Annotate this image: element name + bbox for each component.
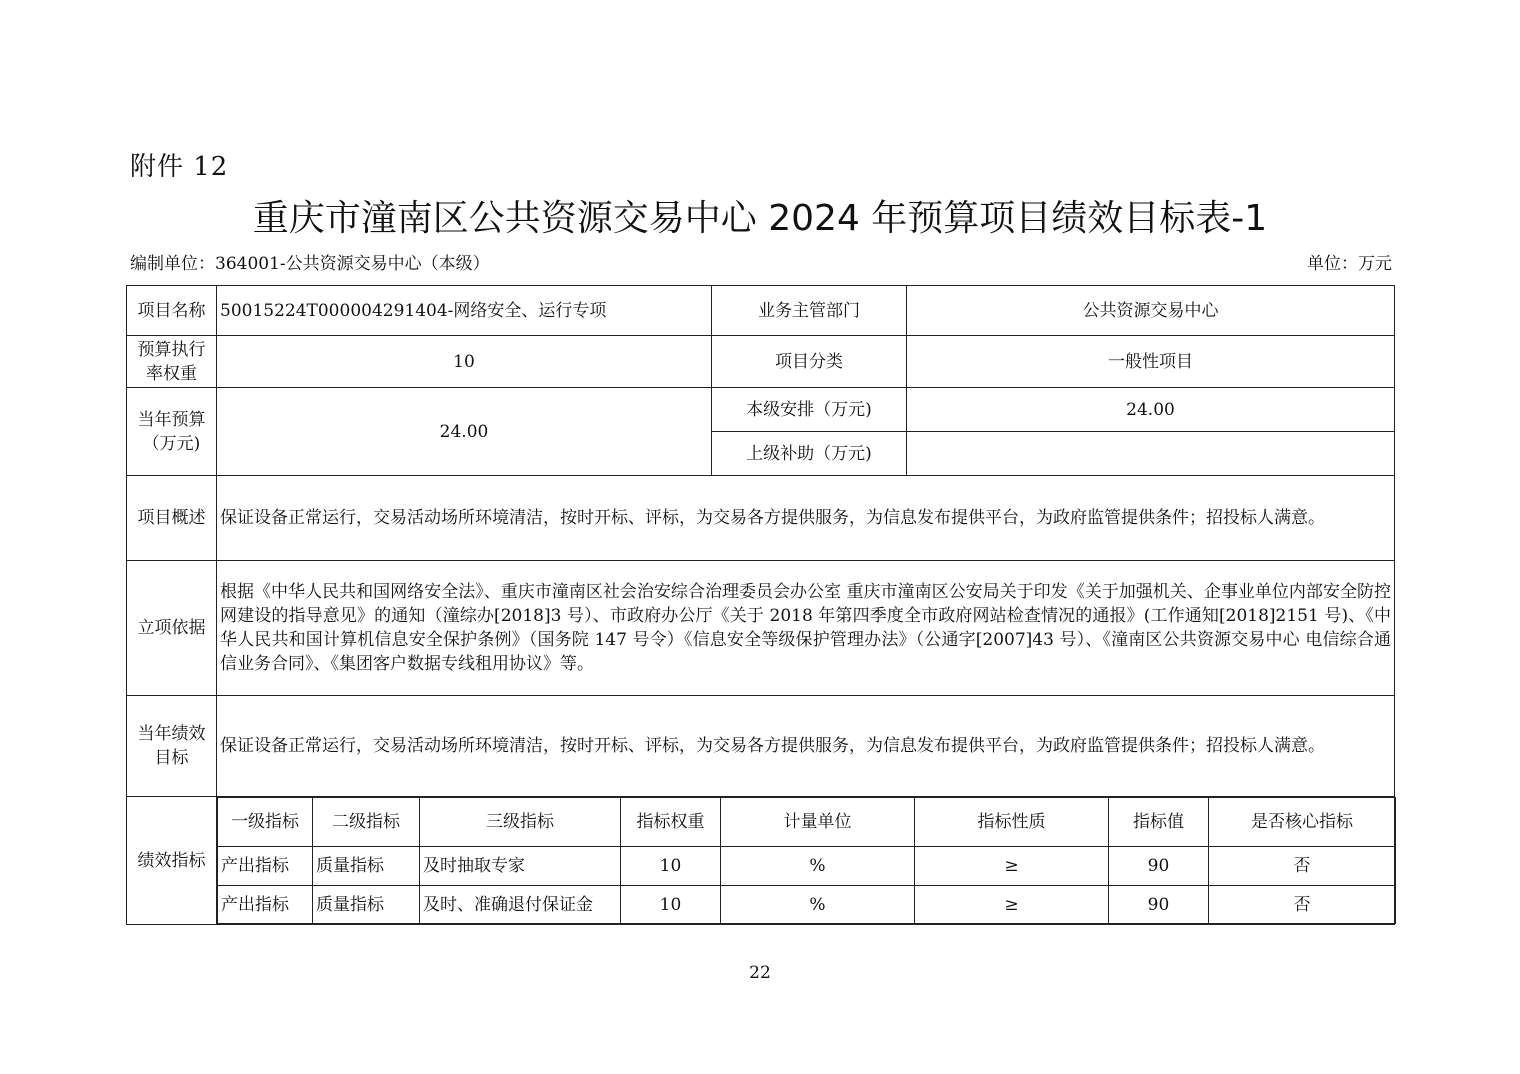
department-label: 业务主管部门 — [712, 286, 907, 336]
local-budget-value: 24.00 — [907, 388, 1395, 432]
indicators-table — [217, 797, 1396, 924]
indicator-nature: ≥ — [915, 847, 1109, 886]
department-value: 公共资源交易中心 — [907, 286, 1395, 336]
weight-label: 预算执行率权重 — [127, 336, 217, 388]
indicator-level2: 质量指标 — [313, 847, 420, 886]
project-name-label: 项目名称 — [127, 286, 217, 336]
performance-target-table — [126, 285, 1395, 925]
indicator-header: 是否核心指标 — [1209, 798, 1396, 847]
money-unit: 单位：万元 — [1307, 254, 1392, 274]
indicator-core: 否 — [1209, 886, 1396, 924]
indicators-container — [217, 797, 1395, 925]
overview-label: 项目概述 — [127, 476, 217, 561]
indicator-header: 计量单位 — [721, 798, 915, 847]
indicator-row — [218, 847, 1396, 886]
goal-text: 保证设备正常运行，交易活动场所环境清洁，按时开标、评标，为交易各方提供服务，为信息发布提供平台，为政府监管提供条件；招投标人满意。 — [217, 696, 1395, 797]
indicator-header: 指标权重 — [621, 798, 721, 847]
indicator-header: 指标值 — [1109, 798, 1209, 847]
overview-text: 保证设备正常运行，交易活动场所环境清洁，按时开标、评标，为交易各方提供服务，为信息发布提供平台，为政府监管提供条件；招投标人满意。 — [217, 476, 1395, 561]
page-number: 22 — [749, 963, 771, 983]
goal-label: 当年绩效目标 — [127, 696, 217, 797]
indicator-unit: % — [721, 847, 915, 886]
page-title: 重庆市潼南区公共资源交易中心 2024 年预算项目绩效目标表-1 — [252, 198, 1268, 239]
indicator-level3: 及时、准确退付保证金 — [420, 886, 621, 924]
indicator-weight: 10 — [621, 847, 721, 886]
upper-subsidy-label: 上级补助（万元) — [712, 432, 907, 476]
indicator-level1: 产出指标 — [218, 886, 313, 924]
indicator-value: 90 — [1109, 847, 1209, 886]
weight-value: 10 — [217, 336, 712, 388]
indicator-level3: 及时抽取专家 — [420, 847, 621, 886]
indicator-nature: ≥ — [915, 886, 1109, 924]
budget-label: 当年预算（万元) — [127, 388, 217, 476]
indicator-header: 指标性质 — [915, 798, 1109, 847]
basis-label: 立项依据 — [127, 561, 217, 696]
category-label: 项目分类 — [712, 336, 907, 388]
attachment-label: 附件 12 — [130, 152, 229, 182]
indicator-row — [218, 886, 1396, 924]
indicator-value: 90 — [1109, 886, 1209, 924]
upper-subsidy-value — [907, 432, 1395, 476]
indicators-label: 绩效指标 — [127, 797, 217, 925]
budget-value: 24.00 — [217, 388, 712, 476]
indicator-header: 一级指标 — [218, 798, 313, 847]
category-value: 一般性项目 — [907, 336, 1395, 388]
local-budget-label: 本级安排（万元) — [712, 388, 907, 432]
project-name-value: 50015224T000004291404-网络安全、运行专项 — [217, 286, 712, 336]
basis-text: 根据《中华人民共和国网络安全法》、重庆市潼南区社会治安综合治理委员会办公室 重庆市潼南区公安局关于印发《关于加强机关、企事业单位内部安全防控网建设的指导意见》的通知（潼综办[2018]3 号）、市政府办公厅《关于 2018 年第四季度全市政府网站检查情况的通报》(工作通知[2018]2151 号)、《中华人民共和国计算机信息安全保护条例》（国务院 147 号令）《信息安全等级保护管理办法》（公通字[2007]43 号）、《潼南区公共资源交易中心 电信综合通信业务合同》、《集团客户数据专线租用协议》等。 — [217, 561, 1395, 696]
indicator-weight: 10 — [621, 886, 721, 924]
compiling-unit: 编制单位：364001-公共资源交易中心（本级） — [130, 254, 490, 274]
indicator-core: 否 — [1209, 847, 1396, 886]
indicator-level2: 质量指标 — [313, 886, 420, 924]
indicator-unit: % — [721, 886, 915, 924]
indicator-header: 二级指标 — [313, 798, 420, 847]
indicator-header: 三级指标 — [420, 798, 621, 847]
indicator-level1: 产出指标 — [218, 847, 313, 886]
